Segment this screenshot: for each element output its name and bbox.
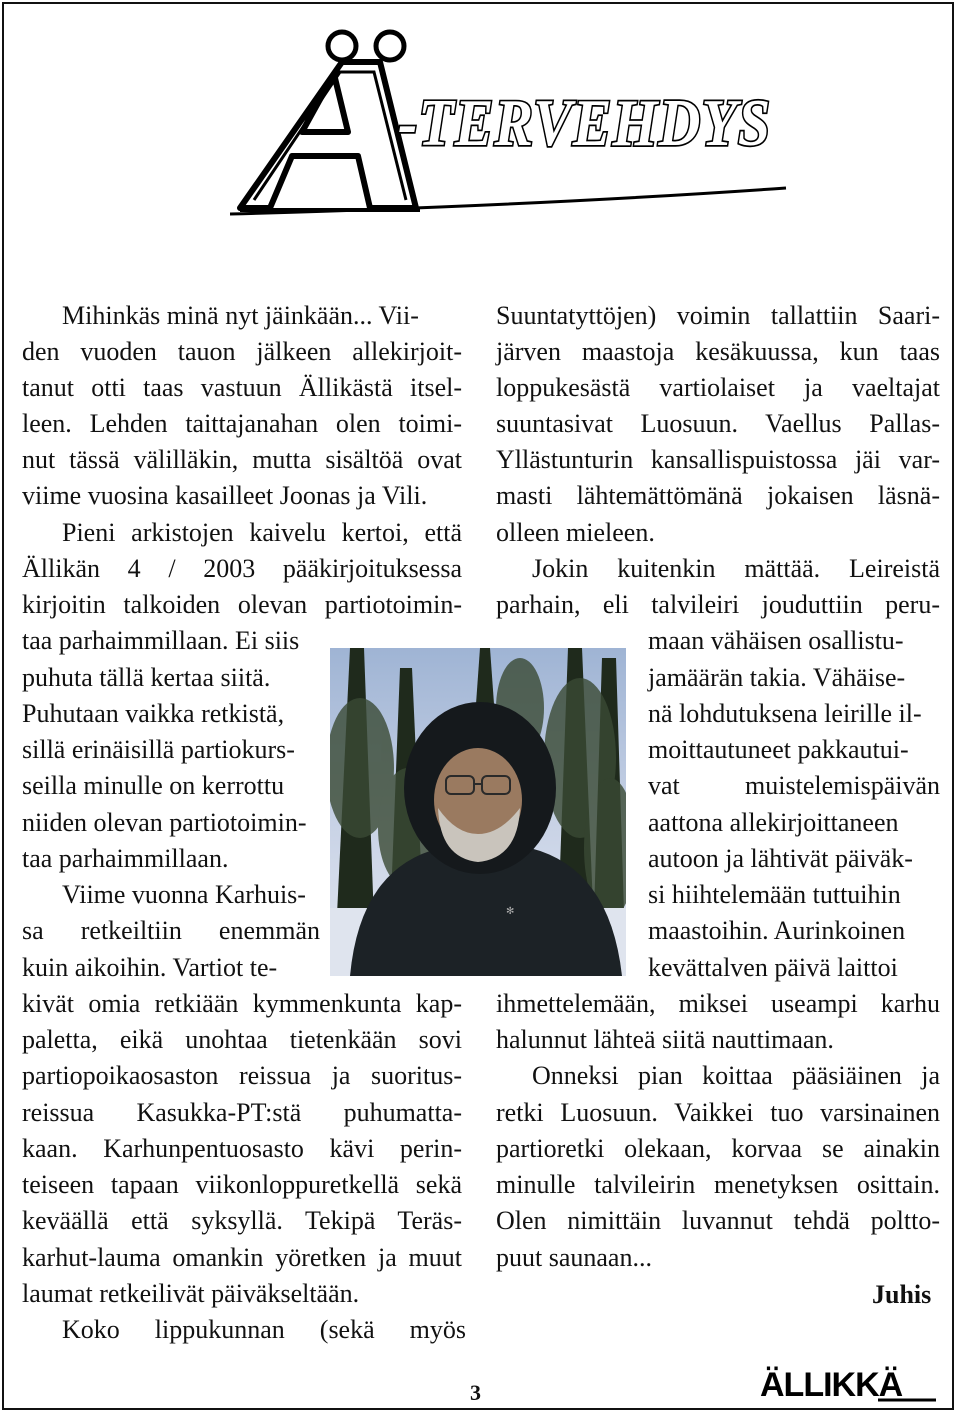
text-line: Mihinkäs minä nyt jäinkään... Vii- [62,301,419,330]
text-line: kuin aikoihin. Vartiot te- [22,953,278,982]
text-line: loppukesästä vartiolaiset ja vaeltajat [496,373,940,402]
text-line: partiopoikaosaston reissua ja suoritus- [22,1061,462,1090]
text-line: Onneksi pian koittaa pääsiäinen ja [532,1061,940,1090]
page-number: 3 [470,1380,481,1405]
text-line: den vuoden tauon jälkeen allekirjoit- [22,337,462,366]
text-line: niiden olevan partiotoimin- [22,808,307,837]
text-line: Suuntatyttöjen) voimin tallattiin Saari- [496,301,940,330]
text-line: viime vuosina kasailleet Joonas ja Vili. [22,481,428,510]
text-line: maastoihin. Aurinkoinen [648,916,906,945]
text-line: autoon ja lähtivät päiväk- [648,844,913,873]
text-line: partioretki olekaan, korvaa se ainakin [496,1134,940,1163]
text-line: vat muistelemispäivän [648,771,940,800]
text-line: halunnut lähteä siitä nauttimaan. [496,1025,834,1054]
text-line: karhut-lauma omankin yöretken ja muut [22,1243,462,1272]
text-line: seilla minulle on kerrottu [22,771,285,800]
text-line: leen. Lehden taittajanahan olen toimi- [22,409,462,438]
text-line: Jokin kuitenkin mättää. Leireistä [532,554,940,583]
text-line: laumat retkeilivät päiväkseltään. [22,1279,360,1308]
signature: Juhis [872,1280,932,1309]
text-line: olleen mieleen. [496,518,655,547]
text-line: Yllästunturin kansallispuistossa jäi var- [496,445,940,474]
article-title [230,28,790,218]
svg-text:ÄLLIKKÄ: ÄLLIKKÄ [760,1366,903,1404]
text-line: si hiihtelemään tuttuihin [648,880,901,909]
text-line: kevättalven päivä laittoi [648,953,898,982]
text-line: taa parhaimmillaan. [22,844,229,873]
text-line: tanut otti taas vastuun Ällikästä itsel- [22,373,462,402]
magazine-logo [758,1360,938,1404]
text-line: Koko lippukunnan (sekä myös [62,1315,466,1344]
text-line: ihmettelemään, miksei useampi karhu [496,989,940,1018]
text-line: nä lohdutuksena leirille il- [648,699,922,728]
text-line: Ällikän 4 / 2003 pääkirjoituksessa [22,554,462,583]
text-line: parhain, eli talvileiri jouduttiin peru- [496,590,940,619]
text-line: kaan. Karhunpentuosasto kävi perin- [22,1134,462,1163]
text-line: jamäärän takia. Vähäise- [648,663,906,692]
text-line: nut tässä välilläkin, mutta sisältöä ovat [22,445,462,474]
text-line: reissua Kasukka-PT:stä puhumatta- [22,1098,462,1127]
text-line: moittautuneet pakkautui- [648,735,909,764]
text-line: aattona allekirjoittaneen [648,808,899,837]
text-line: retki Luosuun. Vaikkei tuo varsinainen [496,1098,940,1127]
text-line: järven maastoja kesäkuussa, kun taas [496,337,940,366]
text-line: paletta, eikä unohtaa tietenkään sovi [22,1025,462,1054]
text-line: Pieni arkistojen kaivelu kertoi, että [62,518,462,547]
text-line: sa retkeiltiin enemmän [22,916,320,945]
text-line: puut saunaan... [496,1243,652,1272]
text-line: Olen nimittäin luvannut tehdä poltto- [496,1206,940,1235]
text-line: puhuta tällä kertaa siitä. [22,663,271,692]
text-line: Puhutaan vaikka retkistä, [22,699,285,728]
text-line: maan vähäisen osallistu- [648,626,904,655]
text-line: taa parhaimmillaan. Ei siis [22,626,300,655]
text-line: kirjoitin talkoiden olevan partiotoimin- [22,590,462,619]
text-line: sillä erinäisillä partiokurs- [22,735,295,764]
text-line: suuntasivat Luosuun. Vaellus Pallas- [496,409,940,438]
title-rest: -TERVEHDYS [398,85,772,160]
text-line: minulle talvileirin menetyksen osittain. [496,1170,940,1199]
text-line: kivät omia retkiään kymmenkunta kap- [22,989,462,1018]
text-line: Viime vuonna Karhuis- [62,880,306,909]
text-line: masti lähtemättömänä jokaisen läsnä- [496,481,940,510]
text-line: keväällä että syksyllä. Tekipä Teräs- [22,1206,462,1235]
text-line: teiseen tapaan viikonloppuretkellä sekä [22,1170,462,1199]
svg-text:✻: ✻ [506,906,515,917]
author-photo [330,648,626,976]
